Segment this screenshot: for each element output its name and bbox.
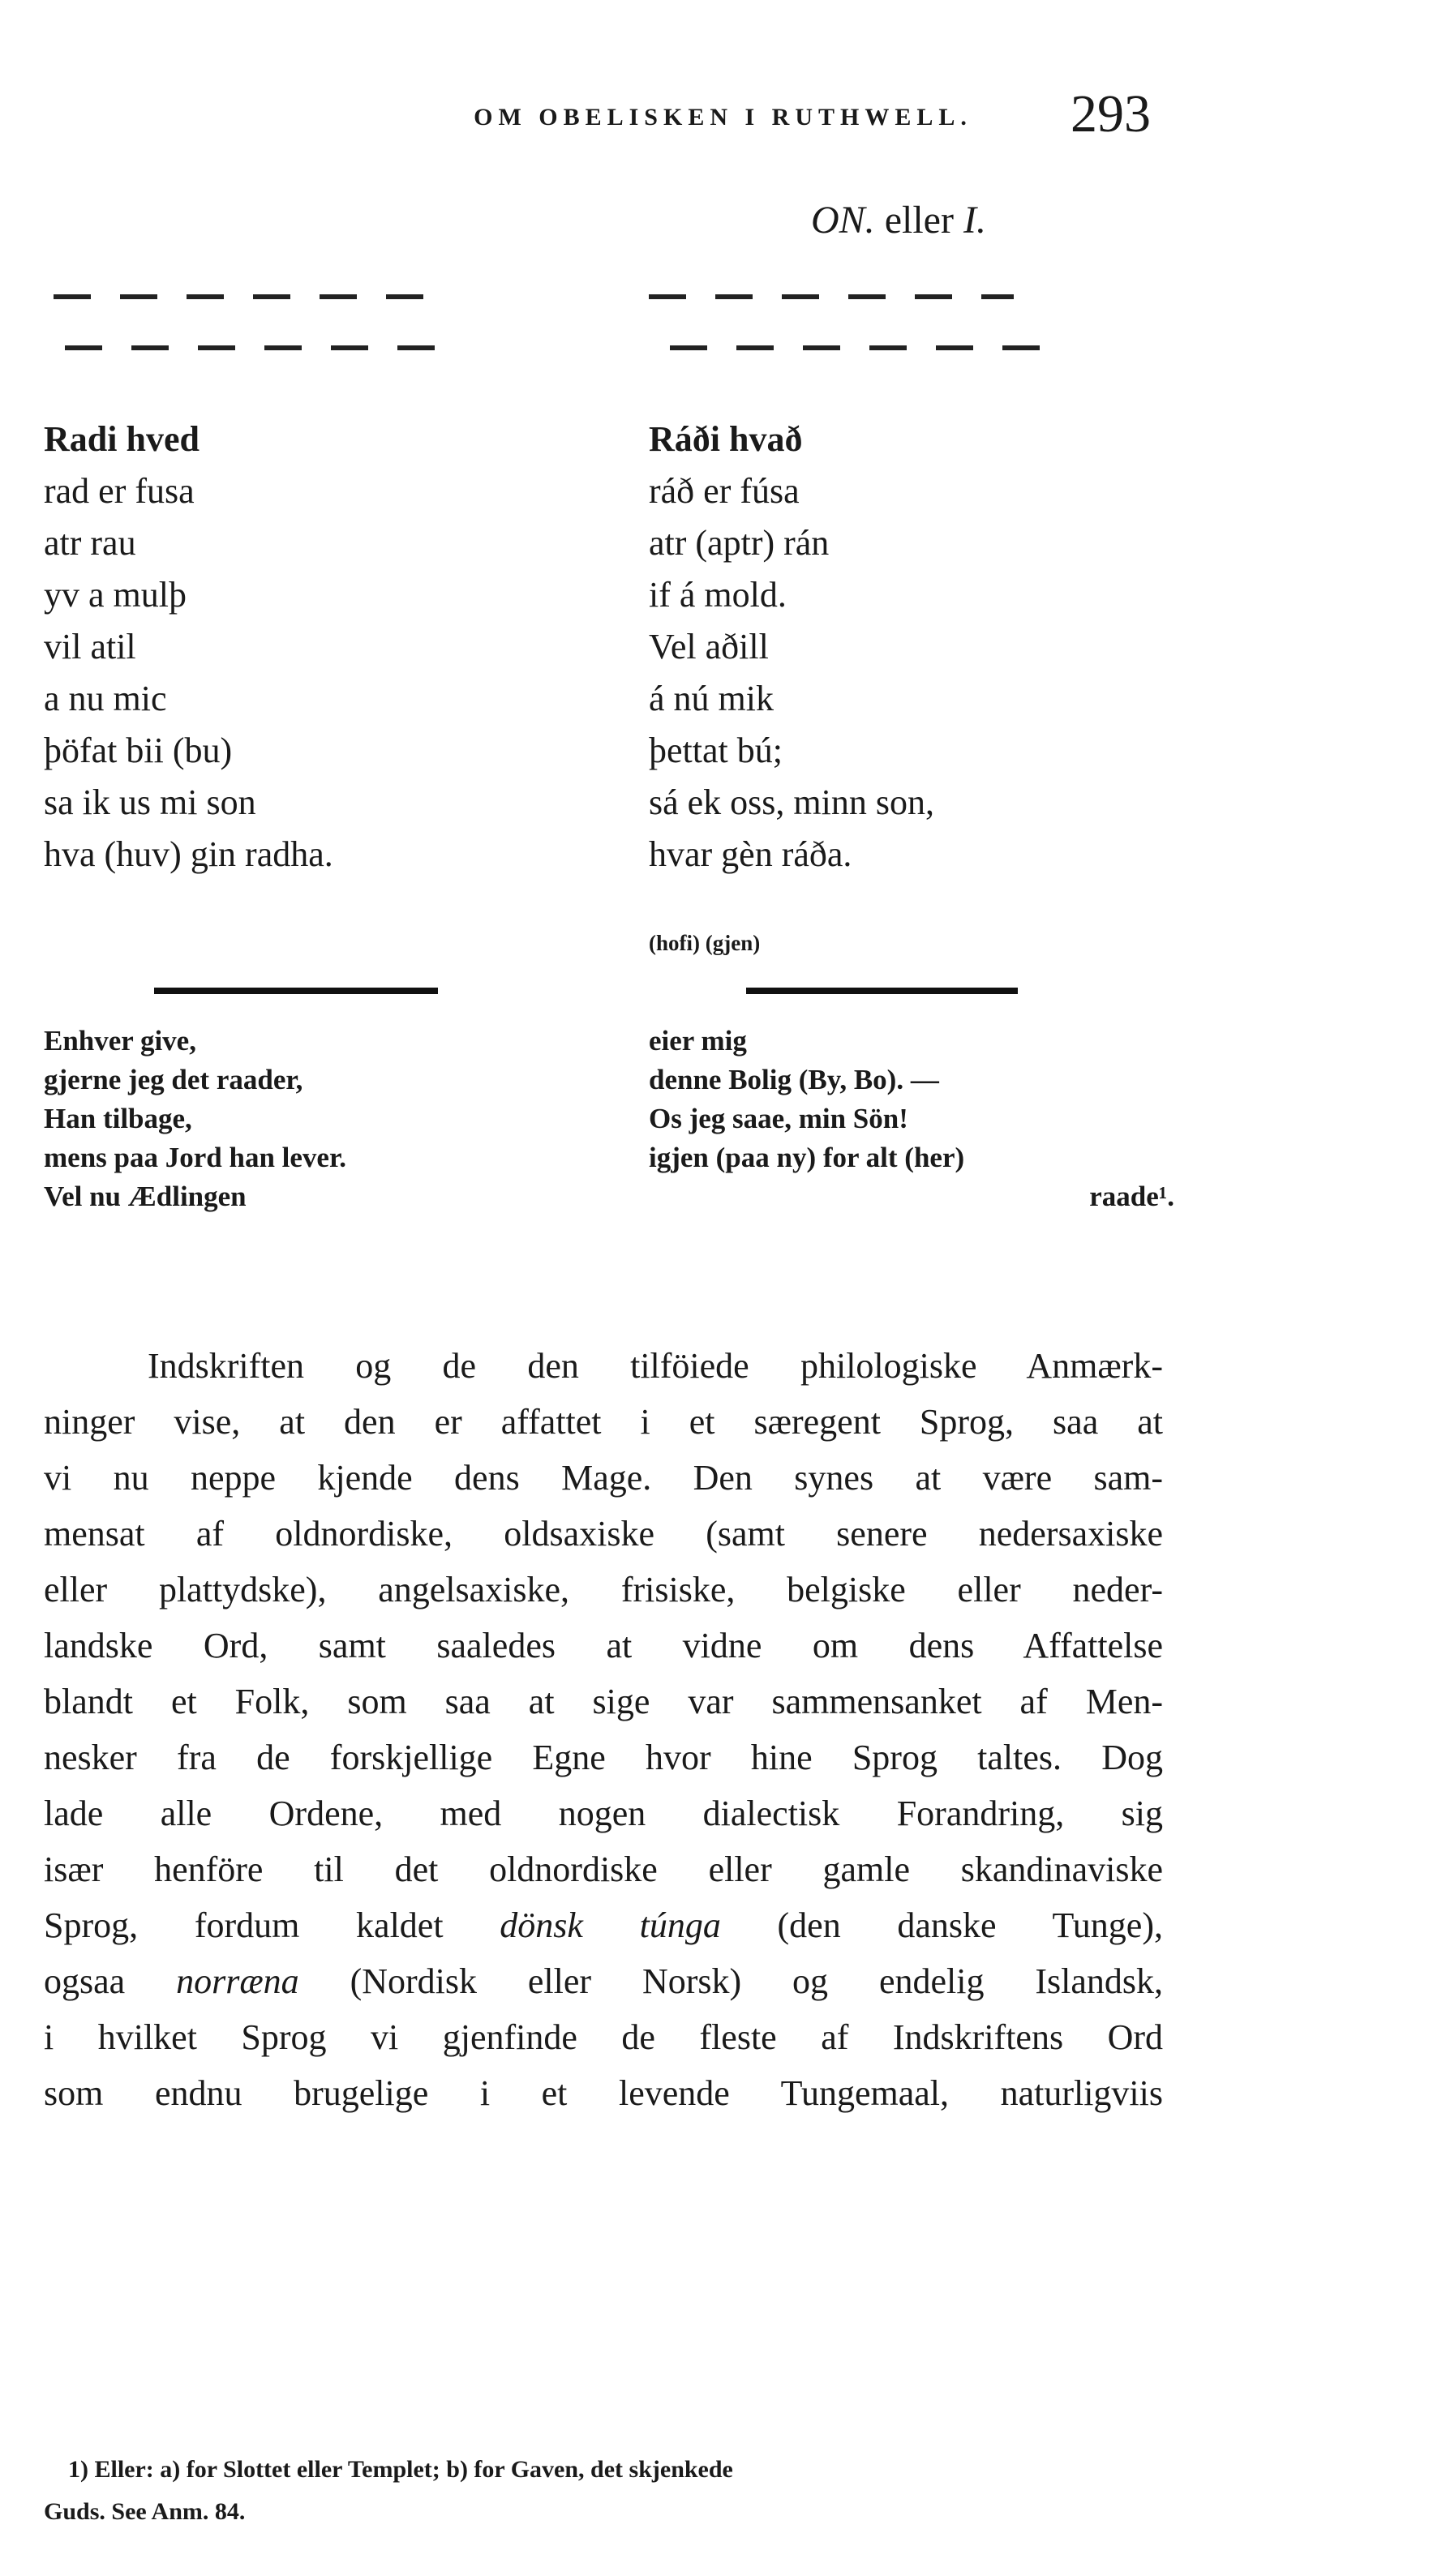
verse-line: sá ek oss, minn son, <box>649 782 934 822</box>
variant-heading-mark: ON. <box>811 199 875 242</box>
verse-line: Radi hved <box>44 419 200 459</box>
danish-translation-right <box>649 1022 1174 1216</box>
verse-line: atr (aptr) rán <box>649 523 830 563</box>
verse-line: if á mold. <box>649 575 787 615</box>
body-text-run: landske Ord, samt saaledes at vidne om dens Affattelse <box>44 1626 1163 1665</box>
body-text-run: lade alle Ordene, med nogen dialectisk Forandring, sig <box>44 1794 1163 1833</box>
footnote-line: 1) Eller: a) for Slottet eller Templet; b) for Gaven, det skjenkede <box>68 2456 733 2483</box>
translation-line: raade¹. <box>1089 1181 1174 1212</box>
verse-line: á nú mik <box>649 679 774 718</box>
translation-line: Vel nu Ædlingen <box>44 1181 247 1212</box>
verse-line: yv a mulþ <box>44 575 187 615</box>
body-paragraph <box>44 1338 1163 2121</box>
verse-line: rad er fusa <box>44 471 195 511</box>
body-text-run: ogsaa <box>44 1961 177 2001</box>
old-norse-reading-column <box>649 414 934 881</box>
body-text-run: nesker fra de forskjellige Egne hvor hine Sprog taltes. Dog <box>44 1738 1163 1777</box>
verse-line: ráð er fúsa <box>649 471 800 511</box>
translation-line: Han tilbage, <box>44 1103 192 1134</box>
body-text-run: vi nu neppe kjende dens Mage. Den synes at være sam- <box>44 1458 1163 1498</box>
lacuna-dashes-right-1 <box>649 294 1014 299</box>
italic-term: norræna <box>176 1961 299 2001</box>
body-text-run: blandt et Folk, som saa at sige var sammensanket af Men- <box>44 1682 1163 1721</box>
translation-line: gjerne jeg det raader, <box>44 1064 303 1095</box>
body-line <box>44 1450 1163 1506</box>
translation-line: eier mig <box>649 1025 747 1057</box>
lacuna-dashes-left-2 <box>65 345 438 350</box>
verse-line: Vel aðill <box>649 627 769 667</box>
body-text-run: eller plattydske), angelsaxiske, frisiske, belgiske eller neder- <box>44 1570 1163 1609</box>
verse-line: Ráði hvað <box>649 419 803 459</box>
body-text-run: (Nordisk eller Norsk) og endelig Islandsk, <box>298 1961 1163 2001</box>
body-line <box>44 1674 1163 1729</box>
body-line <box>44 1897 1163 1953</box>
body-line <box>44 1618 1163 1674</box>
body-text-run: mensat af oldnordiske, oldsaxiske (samt senere nedersaxiske <box>44 1514 1163 1554</box>
runic-transcription-column <box>44 414 333 881</box>
body-line <box>44 1394 1163 1450</box>
lacuna-dashes-left-1 <box>54 294 438 299</box>
translation-line: mens paa Jord han lever. <box>44 1142 347 1173</box>
translation-line: Enhver give, <box>44 1025 196 1057</box>
verse-line: hva (huv) gin radha. <box>44 834 333 874</box>
verse-line: sa ik us mi son <box>44 782 256 822</box>
body-text-run: især henföre til det oldnordiske eller gamle skandinaviske <box>44 1849 1163 1889</box>
verse-line: atr rau <box>44 523 136 563</box>
body-line <box>44 1785 1163 1841</box>
verse-line: a nu mic <box>44 679 167 718</box>
verse-line: þettat bú; <box>649 731 783 770</box>
variant-readings: (hofi) (gjen) <box>649 931 761 955</box>
body-text-run: som endnu brugelige i et levende Tungemaal, naturligviis <box>44 2073 1163 2113</box>
body-text-run: Sprog, fordum kaldet <box>44 1905 500 1945</box>
footnote-line: Guds. See Anm. 84. <box>44 2498 246 2525</box>
page-number: 293 <box>1071 84 1151 144</box>
running-head: OM OBELISKEN I RUTHWELL. <box>474 104 972 131</box>
body-line <box>44 1841 1163 1897</box>
body-line <box>44 1506 1163 1562</box>
section-rule-right <box>746 988 1018 994</box>
translation-line: Os jeg saae, min Sön! <box>649 1103 908 1134</box>
danish-translation-left <box>44 1022 346 1216</box>
variant-heading-alt: I. <box>963 199 986 242</box>
body-line <box>44 1562 1163 1618</box>
verse-line: þöfat bii (bu) <box>44 731 233 770</box>
body-text-run: Indskriften og de den tilföiede philologiske Anmærk- <box>148 1346 1163 1386</box>
body-line <box>44 2065 1163 2121</box>
variant-heading <box>811 201 986 240</box>
lacuna-dashes-right-2 <box>670 345 1043 350</box>
body-line <box>44 1729 1163 1785</box>
italic-term: dönsk túnga <box>500 1905 721 1945</box>
verse-line: vil atil <box>44 627 136 667</box>
verse-line: hvar gèn ráða. <box>649 834 852 874</box>
body-text-run: ninger vise, at den er affattet i et særegent Sprog, saa at <box>44 1402 1163 1442</box>
translation-line: denne Bolig (By, Bo). — <box>649 1064 939 1095</box>
body-text-run: (den danske Tunge), <box>720 1905 1163 1945</box>
translation-line: igjen (paa ny) for alt (her) <box>649 1142 965 1173</box>
body-line <box>44 2009 1163 2065</box>
body-line <box>44 1953 1163 2009</box>
body-text-run: i hvilket Sprog vi gjenfinde de fleste af Indskriftens Ord <box>44 2017 1163 2057</box>
body-line <box>44 1338 1163 1394</box>
section-rule-left <box>154 988 438 994</box>
variant-heading-word: eller <box>884 199 954 242</box>
footnote <box>44 2449 1163 2533</box>
